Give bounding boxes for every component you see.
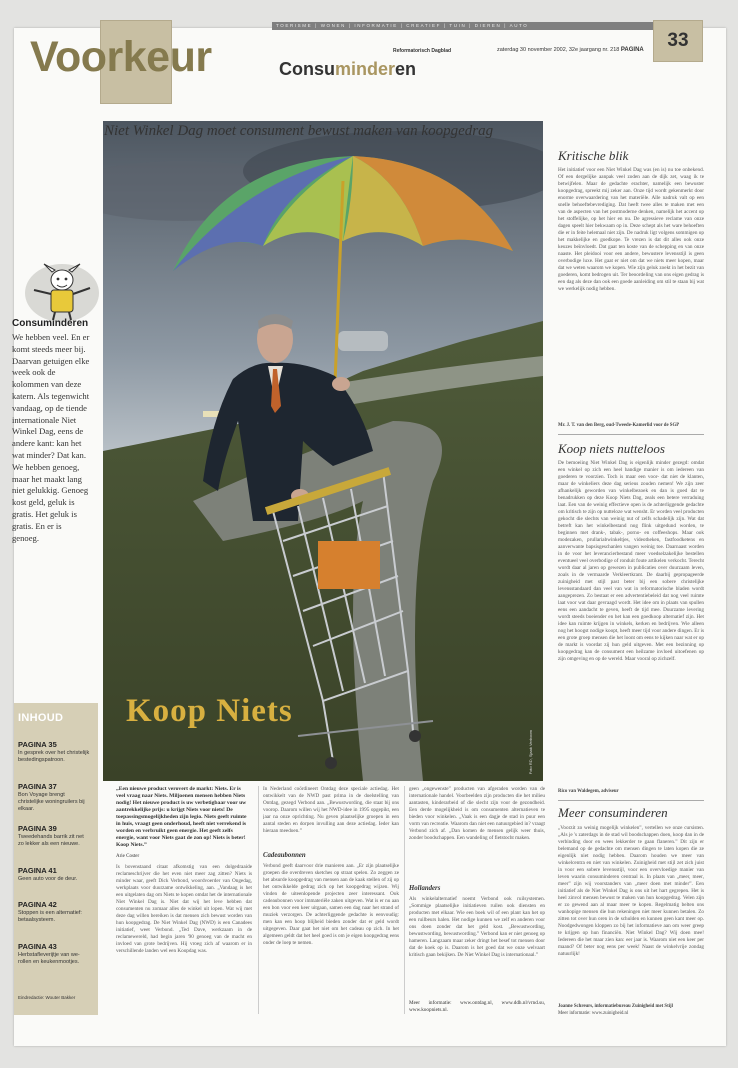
kritische-blik-signature: Mr. J. T. van den Berg, oud-Tweede-Kamerlid voor de SGP [558,423,680,428]
contents-item: PAGINA 42 Stoppen is een alternatief: betaalsysteem. [18,900,82,923]
koop-niets-signature: Rico van Waldegem, adviseur [558,789,619,794]
koop-niets-title: Koop niets nutteloos [558,441,665,456]
contents-item: PAGINA 35 In gesprek over het christelijk bestedingspatroon. [18,740,90,763]
meer-title: Meer consuminderen [558,805,668,820]
divider [558,800,704,801]
column-divider [404,786,405,1014]
divider [558,434,704,435]
feature-headline: Niet Winkel Dag moet consument bewust maken van koopgedrag [104,123,494,139]
article-lede: „Een nieuwe product verovert de markt: Niets. Er is veel vraag naar Niets. Miljoenen mensen hebben Niets nodig! Het nieuwe product is uw verbetigbaar voor uw aantrekkelijke prijs: u krijgt Niets voor niets! De toepassingsmogelijkheden zijn legio. Niets geeft ruimte in huis, vraagt geen onderhoud, heeft niet verrekend is worden en verbruikt geen energie. Het geeft zelfs energie, want voor Niets gaat de zon op! Niets is beter! Koop Niets.” [116,786,247,848]
sidebar-title: Consuminderen [12,318,89,329]
article-column-2a: In Nederland coördineert Ontdag deze speciale actiedag. Het ontwikkelt van de NWD past prima in de doelstelling van Ontdag, gezegd Verbond aan. „Bewustwording, die staat bij ons voorop. Daarom willen wij het NWD-idee in 1995 opgepikt, een jaar na onze oprichting. Nu geven plaatselijke groepen in een aantal steden en dorpen invulling aan deze actiedag. Ieder kan hieraan meedoen.” [263,786,399,834]
article-subhead-2: Hollanders [409,885,441,892]
photo-credit: Foto RD, Sjaak Verboom [528,730,533,775]
contents-item: PAGINA 43 Herbstafleverijtje van we-rollen en keukenmootjes. [18,942,80,965]
article-column-3a: geen „ongewenste” producten van afgeraden worden van de internationale handel. Voorbeelden zijn producten die het milieu aantasten, kinderarbeid of die slecht zijn voor de gezondheid. Een derde mogelijkheid is om consumenten alternatieven te bieden voor winkelen. „Vaak is een dagje de stad in puur een vorm van recreatie. Waarom dan niet een natuurgebied in? vraagt Verbond zich af. „Dan komen de mensen gelijk weer thuis, zonder boodschappen. Een wandeling of fietstocht maken. [409,786,545,841]
contents-item: PAGINA 39 Tweedehands barrik zit net zo lekker als een nieuwe. [18,824,84,847]
page-number: 33 [653,20,703,62]
kritische-blik-body: Het initiatief voor een Niet Winkel Dag was (en is) nu toe onbekend. Of een dergelijke aanpak veel zoden aan de dijk zet, waag ik te betwijfelen. Maar de gedachte erachter, namelijk een bewuster koopgedrag, spreekt mij zeker aan. Onze tijd wordt gekenmerkt door enorme overwaardering van het materiële. Alle nadruk valt op een snelle behoeftebevrediging. Dat heeft twee alles te maken met een van de aspecten van het postmoderne denken, namelijk het accent op het stoffelijke, op het hier en nu. De agressieve reclame van onze dagen speelt hier bekwaam op in. Deze schept als het ware behoeften die er in feite helemaal niet zijn. De nadruk ligt volgens sommigen op het makkelijke en goedkope. Te vrezen is dat dit alles ook onze keuzes beïnvloedt. Dat gaat ten koste van de schepping en van onze naaste. Het pleidooi voor een andere, bewustere levensstijl is geen overbodige luxe. Het gaat er niet om dat we niets meer kopen, maar dat we weten waarom we kopen. Wie zijn geluk zoekt in het bezit van goederen, komt bedrogen uit. Ter beoordeling van ons eigen gedrag is een dag als deze dan ook een goede aanleiding om stil te staan bij wat we werkelijk nodig hebben. [558,167,704,292]
article-author: Arie Coster [116,854,140,859]
article-column-2b: Verbond geeft daarvoor drie manieren aan. „Er zijn plaatselijke groepen die overdreven sketches op straat spelen. Zo zeggen ze het absurde koopgedrag van mensen aan de kaak stellen of zij op het ontwikkelde gedrag zich op het koopgedrag wijzen. Wij vinden de uiteenlopende projecten zeer interessant. Ook cadeaubonnen voor immateriële zaken uitgeven. Wat is er nu aan een bon voor een keer uitgaan, samen een dag naar het strand of muziek verzorgen. De achterliggende gedachte is eenvoudig: men kan een hoop blijheid bieden zonder dat er geld wordt uitgegeven. Daar gaat het niet om het cadeau op zich. In het algemeen geldt dat het heel goed is om je eigen koopgedrag eens onder de loep te nemen. [263,863,399,946]
contents-title: INHOUD [18,712,64,724]
paper-name: Reformatorisch Dagblad [393,48,452,54]
article-column-1: Is bovenstaand citaat afkomstig van een dolgedraaide reclameschrijver die het even niet meer zag zitten? Niets is minder waar, geeft Dick Verbond, woordvoerder van Ongedag, werkplaats voor duurzame ontwikkeling, aan. „Vandaag is het een uitgelaten dag om Niets te kopen omdat het de internationale Niet Winkel Dag is. Niet dat wij het leve hebben dat consumenten nu zomaar alles de winkel uit lopen. Wat wij met deze dag willen bereiken is dat mensen zich bewust worden van hun koopgedrag. De Niet Winkel Dag (NWD) is een Canadees initiatief, weet Verbond. „Ted Dave, werkzaam in de reclamewereld, had begin jaren '90 genoeg van de macht en invloed van grote bedrijven. Hij vroeg zich af waarom er in verschillende landen wel een Koopdag was. [116,864,252,954]
meer-body: „Voorzit zo weinig mogelijk winkelen”, vertellen we onze cursisten. „Als je 's zaterdags in de stad wil boodschappen doen, koop dan in de verbinding door en wees lekkerder te gaan flaneren.” Dit zijn er belemand op de gedachte om mensen dingen te laten kopen die ze eigenlijk niet nodig hebben. Daarom houden we meer van winkelcentra en niet van winkelen. Zuinigheid met stijl zet zich juist in voor een sobere levensstijl, voor een overvloedige manier van leven waarin consuminderen centraal is. In plaats van „meer, meer, meer” zijn wij voorstanders van „meer doen met minder”. Een initiatief als de Niet Winkel Dag is ons uit het hart gegrepen. Het is heel zinvol mensen bewust te maken van hun koopgedrag. Velen zijn er zo gewend aan al maar meer te kopen. Regelmatig belten ons wanhopige mensen die hun rekeningen niet meer kunnen betalen. Zo zitten tot over hun oren in de schulden en kunnen geen kant meer op. Noodgedwongen kloppen zo bij het informatieve aan om weer greep te krijgen op hun financiën. Niet Winkel Dag? Wij doen mee! Iedereen die het maar zien kan: eer jaar is. Waarom niet een keer per maand? Of beter nog eens per week! Naast de winkelvrije zondag natuurlijk! [558,825,704,957]
feature-photo [103,121,543,781]
date-line: zaterdag 30 november 2002, 32e jaargang nr. 218 PAGINA [497,47,644,53]
photo-title: Koop Niets [126,693,293,729]
article-subhead-1: Cadeaubonnen [263,852,306,859]
column-divider [258,786,259,1014]
mascot-illustration [22,262,102,324]
article-column-3b: Als winkelalternatief noemt Verbond ook ruilsystemen. „Sommige plaatselijke initiatieven ruilen ook diensten en producten met elkaar. Wie een boek wil of een plant kan het op een ruilbeurs halen. Het nodige kunnen we zelf en anderen voor ons doen zonder dat het geld kost. „Bewustwording, bewustwording, bewustwording.” Verbond kan er niet genoeg op hameren. Langzaam maar zeker dringt het besef tot mensen door dat de koek op is. Daarom is het goed dat we onze welvaart kritisch gaan bekijken. De Niet Winkel Dag is internationaal.” [409,896,545,958]
contents-item: PAGINA 37 Bon Voyage brengt christelijke woningruilers bij elkaar. [18,782,85,812]
contents-item: PAGINA 41 Geen auto voor de deur. [18,866,78,882]
article-more-info: Meer informatie: www.ontdag.nl, www.ddh.nl/vrnd.su, www.koopniets.nl. [409,1000,545,1013]
kritische-blik-title: Kritische blik [558,148,629,163]
sidebar-intro-text: We hebben veel. En er komt steeds meer bij. Daarvan getuigen elke week ook de kolommen van deze katern. Als tegenwicht vandaag, op de tiende internationale Niet Winkel Dag, eens de andere kant: kan het wat minder? Dat kan. We hebben genoeg, maar het maakt lang niet gelukkig. Genoeg kost geld, geluk is gratis. Het geluk is gratis. En er is genoeg. [12,332,90,543]
section-title: Voorkeur [30,33,212,81]
contents-footer: Eindredactie: Wouter Bakker [18,995,76,1000]
meer-more-info: Meer informatie: www.zuinigheid.nl [558,1011,629,1016]
section-strip: TOERISME | WONEN | INFORMATIE | CREATIEF | TUIN | DIEREN | AUTO [272,22,690,30]
subsection-title: Consuminderen [279,59,417,79]
koop-niets-body: De bemoeiing Niet Winkel Dag is eigenlijk minder gezegd: omdat een winkel op zich een heel handige manier is om iedereen van goederen te voorzien. Toch is maar een voor- dat niet de klanten, maar de winkeliers deze dag serieus zouden nemen! We zijn zeer afhankelijk geworden van winkelbezoek en dan is goed dat te benadrukken op deze Koop Niets Dag, zeals een betere verraduing laat. Een van de weinig effectieve open is de achterliggende gedachte om kritisch te zijn op nutteloze wat wensht. Er worden veel producten gekocht die slechts van weinig nut of zelfs schadelijk zijn. Wat dat betreft kan het winkelbestand nog flink uitgedund worden, te beginnen met drank-, tabak-, porno- en coffeeshops. Maar ook modezaken, prullariabwinkeltjes, videotheken, fastfoodketens en aanverwante bapsisgeschanlen vangen weinig toe. Daarnaast worden in de voor het leverancierbestand meer voedselzakelijke bestellen eventueel veel overbodige of ronduit foute artikelen verkocht. Terecht wordt daar al jaren op gewezen in publicaties over duurzaam leven, zoals in de vermaarde Verkleertkrant. De daarbij gepropageerde zuinigheid met stijl past beter bij een sobere christelijke levensstandaard dan veel van wat in reformatorische bladen wordt aangeprezen. Zo bestaat er een advertentiebeleid dat nog veel ruimte laat voor wat daar gevraagd wordt. Het idee om in plaats van spullen eens een aandacht te geven, heeft de tijd mee. Duurzame levering wordt steeds boeiender en het kan een goedkoop alternatief zijn. Het idee kan ruimte krijgen in winkels, kerken en bedrijven. Wie alleen nog het hoogst nodige koopt, heeft meer tijd voor andere dingen. Er is een grote groep mensen die het loont om eens te kijken naar wat er op de markt is voordat zij hun geld uitgeven. Met een bezinning op koopgedrag kan de consument een heilzame invloed uitoefenen op zijn omgeving en op de wereld. Maar vooral op zichzelf. [558,460,704,662]
meer-signature: Joanne Schreurs, informatiebureau Zuinigheid met Stijl [558,1004,673,1009]
